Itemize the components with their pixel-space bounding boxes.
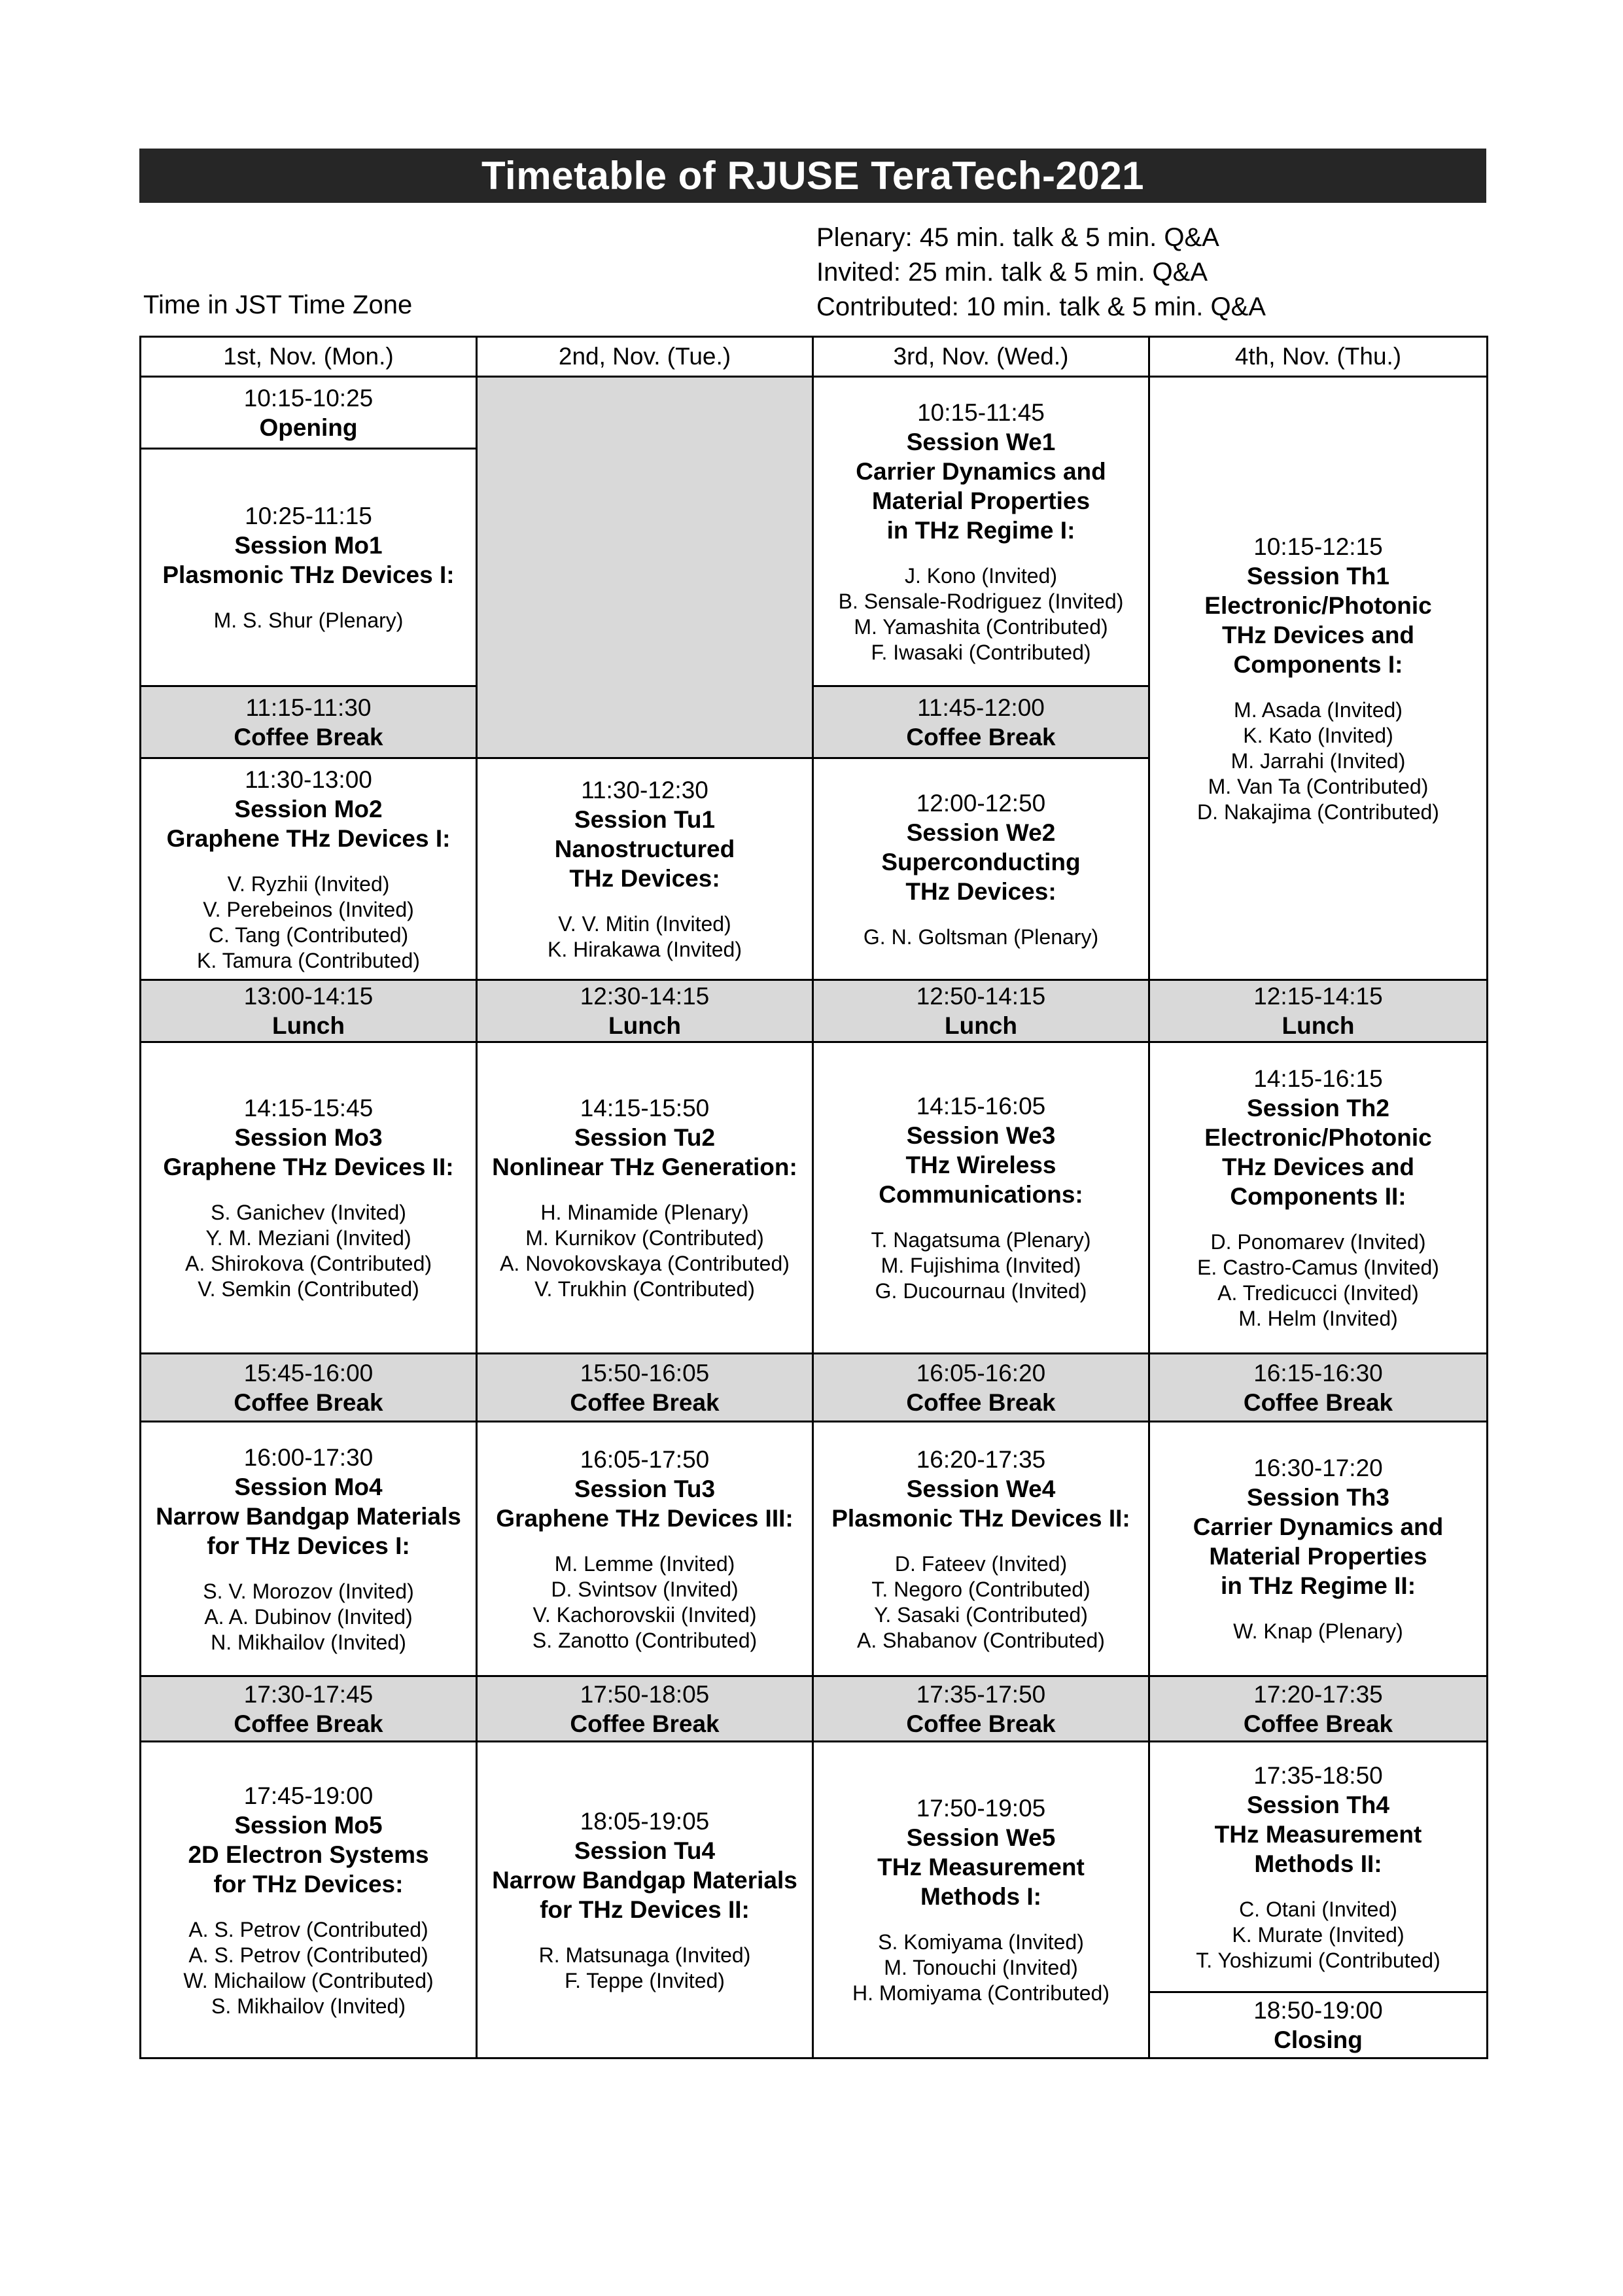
speaker-item: K. Hirakawa (Invited) [548,938,742,961]
slot-time: 18:50-19:00 [1253,1997,1383,2024]
session-topic-line: Nanostructured [554,836,735,862]
day-header-tue [476,336,814,378]
session-topic-line: Graphene THz Devices II: [163,1154,454,1180]
slot-time: 15:50-16:05 [580,1359,710,1386]
speaker-item: D. Fateev (Invited) [894,1551,1068,1576]
slot-title: Opening [259,414,358,441]
session-topic-line: for THz Devices I: [207,1532,410,1559]
slot-time: 17:20-17:35 [1253,1680,1383,1708]
thu-session-th3 [1148,1421,1488,1677]
session-name: Session Tu2 [574,1124,716,1151]
wed-session-we2 [812,757,1150,981]
slot-title: Coffee Break [234,1388,383,1416]
session-topic-line: THz Wireless [905,1152,1056,1178]
session-time: 14:15-15:50 [580,1095,710,1122]
day-header-label: 2nd, Nov. (Tue.) [558,343,731,370]
speaker-item: M. Jarrahi (Invited) [1230,749,1406,773]
thu-session-th4 [1148,1740,1488,1993]
session-name: Session Mo3 [234,1124,383,1151]
session-topic-line: Material Properties [871,487,1091,514]
slot-time: 11:15-11:30 [245,694,372,721]
mon-session-mo5 [139,1740,478,2059]
session-topic-line: Material Properties [1209,1543,1427,1570]
speaker-item: S. Ganichev (Invited) [211,1201,406,1224]
session-time: 16:20-17:35 [916,1445,1046,1473]
speaker-item: A. Shabanov (Contributed) [857,1628,1105,1652]
slot-time: 10:15-10:25 [243,384,374,412]
session-time: 17:35-18:50 [1253,1761,1383,1789]
session-topic-line: for THz Devices: [213,1870,404,1898]
speaker-item: Y. M. Meziani (Invited) [205,1226,411,1250]
slot-title: Coffee Break [1243,1388,1393,1416]
mon-session-mo4 [139,1421,478,1677]
tue-session-tu2 [476,1041,814,1354]
slot-title: Lunch [1282,1012,1355,1039]
speaker-item: M. Helm (Invited) [1238,1307,1398,1330]
speaker-item: T. Negoro (Contributed) [871,1577,1091,1601]
slot-time: 12:30-14:15 [580,983,710,1010]
session-topic-line: Narrow Bandgap Materials [492,1866,797,1894]
slot-title: Coffee Break [906,723,1056,751]
session-time: 18:05-19:05 [580,1807,710,1835]
session-time: 10:15-11:45 [917,398,1045,426]
session-topic-line: Carrier Dynamics and [1193,1513,1444,1540]
speaker-item: A. S. Petrov (Contributed) [188,1943,428,1967]
mon-coffee-break-2 [139,1352,478,1422]
tue-coffee-break-3 [476,1675,814,1742]
speaker-item: D. Nakajima (Contributed) [1197,800,1439,824]
wed-session-we4 [812,1421,1150,1677]
session-time: 17:50-19:05 [916,1795,1046,1822]
speaker-item: S. Zanotto (Contributed) [532,1628,758,1652]
speaker-item: N. Mikhailov (Invited) [211,1630,406,1654]
speaker-item: S. V. Morozov (Invited) [203,1579,414,1603]
session-time: 10:25-11:15 [245,503,372,529]
session-time: 10:15-12:15 [1253,533,1383,560]
session-name: Session Mo2 [234,795,383,822]
speaker-item: M. Lemme (Invited) [554,1551,735,1576]
session-name: Session We2 [906,819,1056,846]
session-name: Session Mo4 [234,1473,383,1500]
slot-time: 17:50-18:05 [580,1680,710,1708]
session-topic-line: Plasmonic THz Devices II: [831,1504,1130,1532]
session-topic-line: in THz Regime II: [1220,1572,1416,1599]
session-topic-line: Graphene THz Devices I: [166,824,451,852]
speaker-item: M. Yamashita (Contributed) [854,614,1108,639]
session-name: Session Th4 [1247,1791,1389,1818]
session-topic-line: in THz Regime I: [886,516,1075,544]
session-time: 14:15-16:15 [1253,1065,1383,1092]
speaker-item: D. Ponomarev (Invited) [1210,1230,1426,1254]
session-topic-line: Communications: [879,1181,1083,1208]
thu-closing [1148,1991,1488,2059]
slot-title: Coffee Break [234,1710,383,1737]
talk-format-legend [816,221,1266,325]
speaker-item: C. Otani (Invited) [1239,1897,1397,1921]
speaker-item: S. Mikhailov (Invited) [211,1994,406,2018]
mon-lunch [139,979,478,1043]
thu-coffee-break-3 [1148,1675,1488,1742]
slot-title: Lunch [272,1012,345,1039]
speaker-item: M. Asada (Invited) [1234,698,1403,722]
speaker-item: H. Momiyama (Contributed) [852,1981,1109,2005]
session-name: Session Th1 [1247,562,1389,590]
speaker-item: R. Matsunaga (Invited) [538,1943,751,1967]
slot-time: 17:35-17:50 [916,1680,1046,1708]
mon-opening [139,376,478,450]
speaker-item: T. Yoshizumi (Contributed) [1196,1948,1440,1972]
slot-time: 16:05-16:20 [916,1359,1046,1386]
session-topic-line: for THz Devices II: [540,1896,750,1923]
speaker-item: W. Knap (Plenary) [1233,1619,1403,1643]
mon-session-mo2 [139,757,478,981]
speaker-item: K. Tamura (Contributed) [197,948,420,972]
session-topic-line: Plasmonic THz Devices I: [162,561,455,588]
session-name: Session Tu4 [574,1837,716,1864]
session-topic-line: 2D Electron Systems [188,1841,429,1868]
slot-time: 17:30-17:45 [243,1680,374,1708]
day-header-wed [812,336,1150,378]
slot-title: Coffee Break [570,1388,720,1416]
session-topic-line: THz Devices: [905,877,1056,905]
speaker-item: M. Fujishima (Invited) [881,1254,1081,1277]
wed-session-we5 [812,1740,1150,2059]
speaker-item: F. Teppe (Invited) [565,1968,725,1992]
wed-session-we1 [812,376,1150,687]
session-name: Session Mo5 [234,1811,383,1839]
day-header-label: 4th, Nov. (Thu.) [1234,343,1402,370]
speaker-item: A. S. Petrov (Contributed) [188,1917,428,1941]
session-name: Session Mo1 [234,532,383,559]
tue-session-tu1 [476,757,814,981]
speaker-item: C. Tang (Contributed) [208,923,409,947]
speaker-item: M. Tonouchi (Invited) [884,1956,1078,1979]
session-name: Session We5 [906,1824,1056,1851]
tue-session-tu4 [476,1740,814,2059]
thu-coffee-break-2 [1148,1352,1488,1422]
session-topic-line: THz Devices: [569,865,720,892]
day-header-mon [139,336,478,378]
day-header-label: 3rd, Nov. (Wed.) [893,343,1069,370]
slot-time: 11:45-12:00 [917,694,1045,721]
session-topic-line: Superconducting [881,848,1081,875]
slot-title: Lunch [608,1012,681,1039]
speaker-item: S. Komiyama (Invited) [878,1930,1084,1954]
speaker-item: W. Michailow (Contributed) [183,1968,434,1992]
session-name: Session We4 [906,1475,1056,1502]
session-topic-line: Components II: [1230,1183,1406,1210]
wed-coffee-break-1 [812,685,1150,759]
speaker-item: K. Murate (Invited) [1232,1922,1405,1947]
mon-session-mo1 [139,448,478,687]
speaker-item: A. A. Dubinov (Invited) [204,1604,413,1629]
speaker-item: B. Sensale-Rodriguez (Invited) [838,589,1124,613]
session-topic-line: Components I: [1233,650,1403,678]
thu-session-th1 [1148,376,1488,981]
session-time: 12:00-12:50 [916,789,1046,817]
mon-session-mo3 [139,1041,478,1354]
slot-title: Coffee Break [570,1710,720,1737]
speaker-item: V. Perebeinos (Invited) [203,897,414,921]
speaker-item: V. Ryzhii (Invited) [227,872,390,896]
slot-title: Coffee Break [906,1388,1056,1416]
speaker-item: M. S. Shur (Plenary) [213,609,404,632]
session-topic-line: Narrow Bandgap Materials [156,1502,461,1530]
slot-time: 15:45-16:00 [243,1359,374,1386]
session-name: Session Th3 [1247,1484,1389,1511]
session-topic-line: Methods II: [1254,1850,1382,1877]
format-plenary: Plenary: 45 min. talk & 5 min. Q&A [816,223,1219,252]
session-topic-line: Graphene THz Devices III: [496,1504,794,1532]
timezone-note: Time in JST Time Zone [143,291,413,319]
session-topic-line: THz Measurement [877,1854,1085,1881]
wed-session-we3 [812,1041,1150,1354]
session-name: Session Tu3 [574,1475,716,1502]
day-header-label: 1st, Nov. (Mon.) [223,343,394,370]
session-name: Session Th2 [1247,1095,1389,1122]
session-name: Session Tu1 [574,806,716,833]
thu-session-th2 [1148,1041,1488,1354]
wed-coffee-break-3 [812,1675,1150,1742]
slot-time: 16:15-16:30 [1253,1359,1383,1386]
session-topic-line: Nonlinear THz Generation: [492,1154,797,1180]
wed-lunch [812,979,1150,1043]
session-time: 17:45-19:00 [243,1782,374,1809]
session-time: 11:30-12:30 [581,777,708,804]
timetable-grid [139,336,1486,2057]
session-time: 14:15-16:05 [916,1093,1046,1120]
speaker-item: V. Kachorovskii (Invited) [532,1602,757,1627]
slot-title: Coffee Break [906,1710,1056,1737]
speaker-item: F. Iwasaki (Contributed) [871,640,1091,664]
session-topic-line: THz Devices and [1221,621,1415,648]
session-time: 16:00-17:30 [243,1443,374,1471]
session-topic-line: THz Devices and [1221,1154,1415,1180]
speaker-item: G. Ducournau (Invited) [875,1279,1087,1303]
tue-lunch [476,979,814,1043]
speaker-item: A. Novokovskaya (Contributed) [500,1252,790,1275]
session-time: 14:15-15:45 [243,1095,374,1122]
wed-coffee-break-2 [812,1352,1150,1422]
speaker-item: E. Castro-Camus (Invited) [1197,1256,1439,1279]
speaker-item: M. Kurnikov (Contributed) [525,1226,764,1250]
tue-coffee-break-2 [476,1352,814,1422]
session-name: Session We3 [906,1122,1056,1149]
page-title: Timetable of RJUSE TeraTech-2021 [139,149,1486,203]
thu-lunch [1148,979,1488,1043]
speaker-item: A. Shirokova (Contributed) [184,1252,432,1275]
speaker-item: K. Kato (Invited) [1243,723,1393,747]
session-topic-line: Electronic/Photonic [1204,1124,1432,1151]
tue-empty-morning [476,376,814,759]
session-topic-line: Carrier Dynamics and [856,457,1106,485]
slot-time: 12:50-14:15 [916,983,1046,1010]
speaker-item: D. Svintsov (Invited) [551,1577,739,1601]
format-invited: Invited: 25 min. talk & 5 min. Q&A [816,258,1208,287]
speaker-item: V. Trukhin (Contributed) [534,1277,755,1301]
speaker-item: H. Minamide (Plenary) [540,1201,749,1224]
tue-session-tu3 [476,1421,814,1677]
session-time: 11:30-13:00 [245,766,372,793]
speaker-item: T. Nagatsuma (Plenary) [871,1228,1091,1252]
session-time: 16:05-17:50 [580,1445,710,1473]
session-time: 16:30-17:20 [1253,1455,1383,1481]
session-name: Session We1 [906,428,1056,455]
slot-time: 12:15-14:15 [1253,983,1383,1010]
format-contributed: Contributed: 10 min. talk & 5 min. Q&A [816,292,1266,321]
speaker-item: V. Semkin (Contributed) [198,1277,419,1301]
mon-coffee-break-1 [139,685,478,759]
speaker-item: A. Tredicucci (Invited) [1217,1281,1419,1305]
slot-time: 13:00-14:15 [243,983,374,1010]
speaker-item: V. V. Mitin (Invited) [558,912,731,936]
mon-coffee-break-3 [139,1675,478,1742]
speaker-item: Y. Sasaki (Contributed) [874,1602,1088,1627]
day-header-thu [1148,336,1488,378]
session-topic-line: Methods I: [920,1883,1041,1910]
session-topic-line: THz Measurement [1214,1820,1422,1848]
slot-title: Closing [1274,2026,1363,2053]
slot-title: Lunch [945,1012,1017,1039]
speaker-item: J. Kono (Invited) [905,563,1057,588]
speaker-item: M. Van Ta (Contributed) [1208,774,1429,798]
speaker-item: G. N. Goltsman (Plenary) [863,925,1099,949]
slot-title: Coffee Break [1243,1710,1393,1737]
slot-title: Coffee Break [234,723,383,751]
session-topic-line: Electronic/Photonic [1204,592,1432,619]
